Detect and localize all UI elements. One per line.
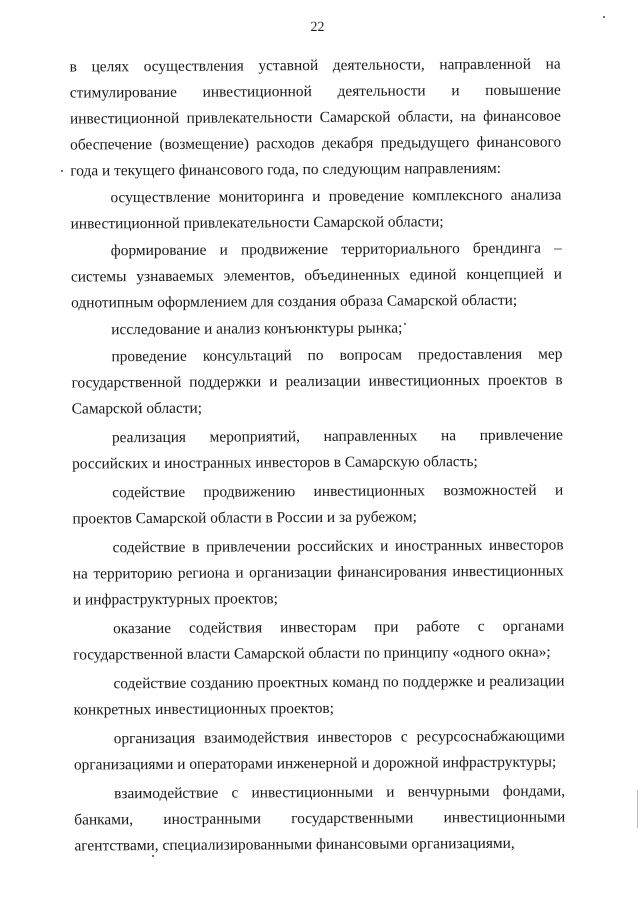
paragraph-8: содействие в привлечении российских и иностранных инвесторов на территорию региона и организации финансирования инвестиционных и инфраструктурных проектов; xyxy=(72,536,564,609)
paragraph-9: оказание содействия инвесторам при работе с органами государственной власти Самарской области по принципу «одного окна»; xyxy=(73,617,565,664)
paragraph-2: осуществление мониторинга и проведение комплексного анализа инвестиционной привлекательности Самарской области; xyxy=(70,186,562,233)
paragraph-3: формирование и продвижение территориального брендинга – системы узнаваемых элементов, объединенных единой концепцией и однотипным оформлением для создания образа Самарской области; xyxy=(70,239,562,312)
paragraph-4: исследование и анализ конъюнктуры рынка; xyxy=(111,319,403,339)
paragraph-12: взаимодействие с инвестиционными и венчурными фондами, банками, иностранными государственными инвестиционными агентствами, специализированными финансовыми организациями, xyxy=(74,782,566,855)
paragraph-5: проведение консультаций по вопросам предоставления мер государственной поддержки и реализации инвестиционных проектов в Самарской области; xyxy=(71,345,563,418)
page-number: 22 xyxy=(310,19,325,36)
paragraph-10: содействие созданию проектных команд по поддержке и реализации конкретных инвестиционных проектов; xyxy=(73,672,565,719)
paragraph-7: содействие продвижению инвестиционных возможностей и проектов Самарской области в России и за рубежом; xyxy=(72,481,564,528)
paragraph-6: реализация мероприятий, направленных на привлечение российских и иностранных инвесторов в Самарскую область; xyxy=(72,426,563,473)
paragraph-11: организация взаимодействия инвесторов с ресурсоснабжающими организациями и операторами инженерной и дорожной инфраструктуры; xyxy=(73,727,565,774)
paragraph-1: в целях осуществления уставной деятельности, направленной на стимулирование инвестиционной деятельности и повышение инвестиционной привлекательности Самарской области, на финансовое обеспечение (возмещение) расходов декабря предыдущего финансового года и текущего финансового года, по следующим направлениям: xyxy=(69,55,562,180)
document-body xyxy=(70,52,566,860)
